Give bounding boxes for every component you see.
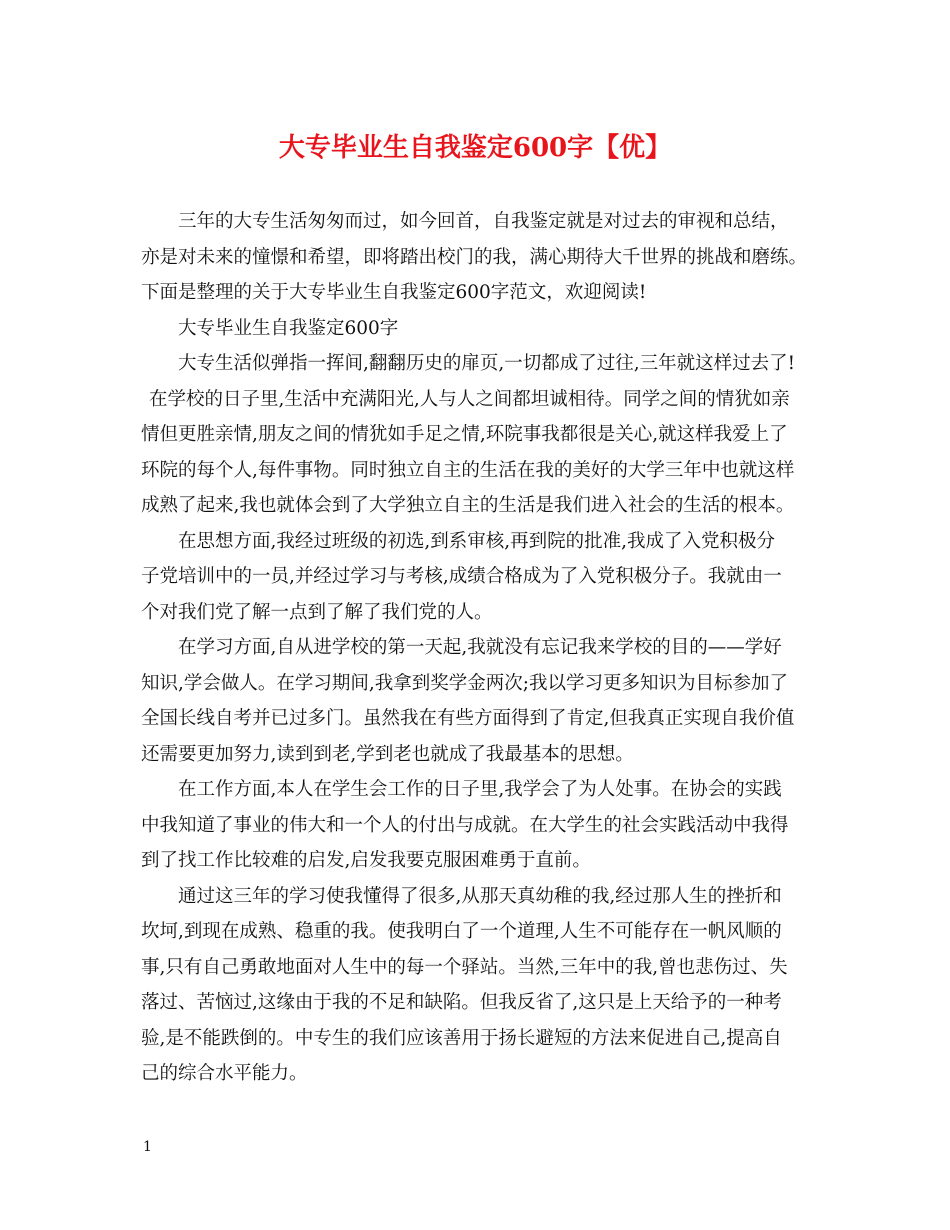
paragraph-line: 成熟了起来,我也就体会到了大学独立自主的生活是我们进入社会的生活的根本。 <box>141 495 795 516</box>
paragraph-line: 亦是对未来的憧憬和希望，即将踏出校门的我，满心期待大千世界的挑战和磨练。 <box>141 246 808 268</box>
paragraph-line: 三年的大专生活匆匆而过，如今回首，自我鉴定就是对过去的审视和总结， <box>178 211 789 232</box>
paragraph-line: 在工作方面,本人在学生会工作的日子里,我学会了为人处事。在协会的实践 <box>178 779 782 800</box>
paragraph-line: 情但更胜亲情,朋友之间的情犹如手足之情,环院事我都很是关心,就这样我爱上了 <box>141 424 788 445</box>
paragraph-line: 己的综合水平能力。 <box>141 1063 308 1084</box>
paragraph-line: 全国长线自考并已过多门。虽然我在有些方面得到了肯定,但我真正实现自我价值 <box>141 708 795 729</box>
paragraph-line: 在学校的日子里,生活中充满阳光,人与人之间都坦诚相待。同学之间的情犹如亲 <box>149 388 790 410</box>
paragraph-line: 大专生活似弹指一挥间,翻翻历史的扉页,一切都成了过往,三年就这样过去了! <box>178 353 796 374</box>
paragraph-line: 知识,学会做人。在学习期间,我拿到奖学金两次;我以学习更多知识为目标参加了 <box>141 672 788 694</box>
paragraph-line: 坎坷,到现在成熟、稳重的我。使我明白了一个道理,人生不可能存在一帆风顺的 <box>141 921 782 942</box>
paragraph-line: 通过这三年的学习使我懂得了很多,从那天真幼稚的我,经过那人生的挫折和 <box>178 885 782 907</box>
paragraph-line: 验,是不能跌倒的。中专生的我们应该善用于扬长避短的方法来促进自己,提高自 <box>141 1027 782 1049</box>
document-title: 大专毕业生自我鉴定600字【优】 <box>278 133 672 163</box>
paragraph-line: 事,只有自己勇敢地面对人生中的每一个驿站。当然,三年中的我,曾也悲伤过、失 <box>141 956 788 978</box>
paragraph-line: 在学习方面,自从进学校的第一天起,我就没有忘记我来学校的目的——学好 <box>178 637 782 658</box>
section-heading: 大专毕业生自我鉴定600字 <box>178 317 399 339</box>
document-body <box>141 204 821 1092</box>
page-number: 1 <box>143 1139 152 1155</box>
paragraph-line: 落过、苦恼过,这缘由于我的不足和缺陷。但我反省了,这只是上天给予的一种考 <box>141 992 782 1013</box>
paragraph-line: 个对我们党了解一点到了解了我们党的人。 <box>141 601 493 623</box>
paragraph-line: 子党培训中的一员,并经过学习与考核,成绩合格成为了入党积极分子。我就由一 <box>141 566 782 587</box>
paragraph-line: 在思想方面,我经过班级的初选,到系审核,再到院的批准,我成了入党积极分 <box>178 530 776 552</box>
paragraph-line: 还需要更加努力,读到到老,学到老也就成了我最基本的思想。 <box>141 743 634 765</box>
paragraph-line: 到了找工作比较难的启发,启发我要克服困难勇于直前。 <box>141 850 591 871</box>
paragraph-line: 中我知道了事业的伟大和一个人的付出与成就。在大学生的社会实践活动中我得 <box>141 814 789 836</box>
paragraph-line: 下面是整理的关于大专毕业生自我鉴定600字范文，欢迎阅读! <box>141 282 647 303</box>
paragraph-line: 环院的每个人,每件事物。同时独立自主的生活在我的美好的大学三年中也就这样 <box>141 459 795 481</box>
